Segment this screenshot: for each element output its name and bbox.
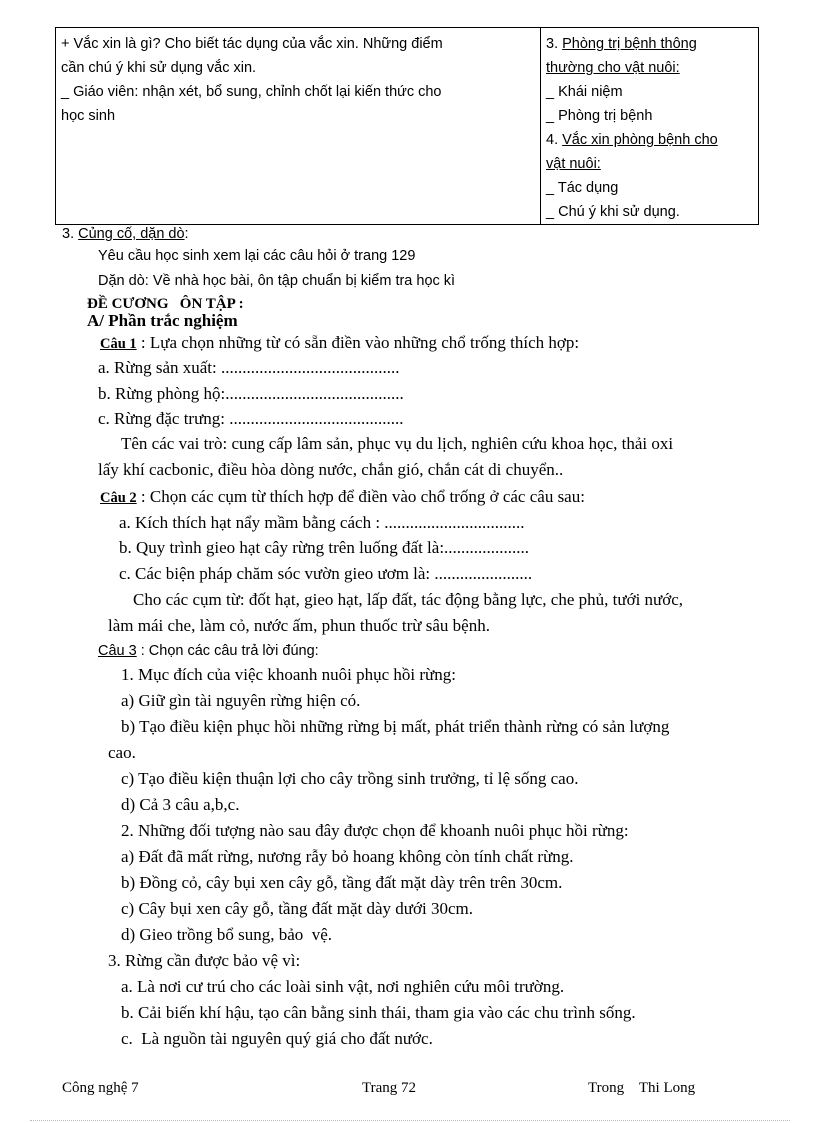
consolidation-heading: 3. Củng cố, dặn dò: bbox=[62, 226, 189, 242]
content-item: _ Chú ý khi sử dụng. bbox=[546, 204, 680, 220]
q1-option: b. Rừng phòng hộ:.......................................... bbox=[98, 384, 404, 403]
q3-option: d) Gieo trồng bổ sung, bảo vệ. bbox=[121, 925, 333, 944]
q1-option: a. Rừng sản xuất: .......................................... bbox=[98, 358, 400, 377]
section-3-heading-cont: thường cho vật nuôi: bbox=[546, 60, 680, 76]
q2-word-bank: Cho các cụm từ: đốt hạt, gieo hạt, lấp đất, tác động bằng lực, che phủ, tưới nước, bbox=[133, 590, 684, 609]
part-heading: A/ Phần trắc nghiệm bbox=[87, 311, 238, 330]
q2-option: a. Kích thích hạt nẩy mầm bằng cách : ................................. bbox=[119, 513, 525, 532]
q1-word-bank: Tên các vai trò: cung cấp lâm sản, phục vụ du lịch, nghiên cứu khoa học, thải oxi bbox=[121, 434, 674, 453]
q3-subquestion: 1. Mục đích của việc khoanh nuôi phục hồi rừng: bbox=[121, 665, 456, 684]
q3-option: a) Giữ gìn tài nguyên rừng hiện có. bbox=[121, 691, 361, 710]
outline-heading: ĐỀ CƯƠNG ÔN TẬP : bbox=[87, 296, 244, 312]
footer-subject: Công nghệ 7 bbox=[62, 1080, 139, 1096]
q3-option: b) Tạo điều kiện phục hồi những rừng bị mất, phát triển thành rừng có sản lượng bbox=[121, 717, 670, 736]
q1-option: c. Rừng đặc trưng: ......................................... bbox=[98, 409, 404, 428]
q2-option: c. Các biện pháp chăm sóc vườn gieo ươm là: ....................... bbox=[119, 564, 533, 583]
content-item: _ Tác dụng bbox=[546, 180, 619, 196]
table-left-line: cần chú ý khi sử dụng vắc xin. bbox=[61, 60, 257, 76]
q3-option: b) Đồng cỏ, cây bụi xen cây gỗ, tầng đất mặt dày trên trên 30cm. bbox=[121, 873, 563, 892]
q2-word-bank: làm mái che, làm cỏ, nước ấm, phun thuốc trừ sâu bệnh. bbox=[108, 616, 490, 635]
q3-option: c. Là nguồn tài nguyên quý giá cho đất nước. bbox=[121, 1029, 433, 1048]
q3-option: c) Cây bụi xen cây gỗ, tầng đất mặt dày dưới 30cm. bbox=[121, 899, 473, 918]
consolidation-line: Dặn dò: Về nhà học bài, ôn tập chuẩn bị kiểm tra học kì bbox=[98, 273, 456, 289]
q2-option: b. Quy trình gieo hạt cây rừng trên luống đất là:.................... bbox=[119, 538, 530, 557]
q1-word-bank: lấy khí cacbonic, điều hòa dòng nước, chắn gió, chắn cát di chuyển.. bbox=[98, 460, 564, 479]
section-4-heading-cont: vật nuôi: bbox=[546, 156, 601, 172]
question-2: Câu 2 : Chọn các cụm từ thích hợp để điền vào chổ trống ở các câu sau: bbox=[100, 487, 585, 506]
q3-subquestion: 2. Những đối tượng nào sau đây được chọn để khoanh nuôi phục hồi rừng: bbox=[121, 821, 629, 840]
footer-divider bbox=[30, 1120, 790, 1121]
question-3: Câu 3 : Chọn các câu trả lời đúng: bbox=[98, 643, 319, 659]
table-left-line: _ Giáo viên: nhận xét, bổ sung, chỉnh chốt lại kiến thức cho bbox=[61, 84, 442, 100]
footer-page-number: Trang 72 bbox=[362, 1080, 417, 1096]
q3-option-cont: cao. bbox=[108, 743, 136, 762]
content-cell bbox=[541, 28, 759, 225]
table-left-line: + Vắc xin là gì? Cho biết tác dụng của vắc xin. Những điểm bbox=[61, 36, 443, 52]
q3-option: b. Cải biến khí hậu, tạo cân bằng sinh thái, tham gia vào các chu trình sống. bbox=[121, 1003, 636, 1022]
section-3-heading: 3. Phòng trị bệnh thông bbox=[546, 36, 697, 52]
lesson-table bbox=[55, 27, 759, 225]
content-item: _ Khái niệm bbox=[546, 84, 623, 100]
footer-author: Trong Thi Long bbox=[588, 1080, 696, 1096]
content-item: _ Phòng trị bệnh bbox=[546, 108, 653, 124]
q3-option: a) Đất đã mất rừng, nương rẫy bỏ hoang không còn tính chất rừng. bbox=[121, 847, 574, 866]
section-4-heading: 4. Vắc xin phòng bệnh cho bbox=[546, 132, 718, 148]
q3-option: d) Cả 3 câu a,b,c. bbox=[121, 795, 240, 814]
teacher-activity-cell bbox=[56, 28, 541, 225]
question-1: Câu 1 : Lựa chọn những từ có sẵn điền vào những chổ trống thích hợp: bbox=[100, 333, 580, 352]
q3-option: a. Là nơi cư trú cho các loài sinh vật, nơi nghiên cứu môi trường. bbox=[121, 977, 565, 996]
q3-subquestion: 3. Rừng cần được bảo vệ vì: bbox=[108, 951, 301, 970]
q3-option: c) Tạo điều kiện thuận lợi cho cây trồng sinh trưởng, tỉ lệ sống cao. bbox=[121, 769, 579, 788]
table-left-line: học sinh bbox=[61, 108, 116, 124]
consolidation-line: Yêu cầu học sinh xem lại các câu hỏi ở trang 129 bbox=[98, 248, 416, 264]
